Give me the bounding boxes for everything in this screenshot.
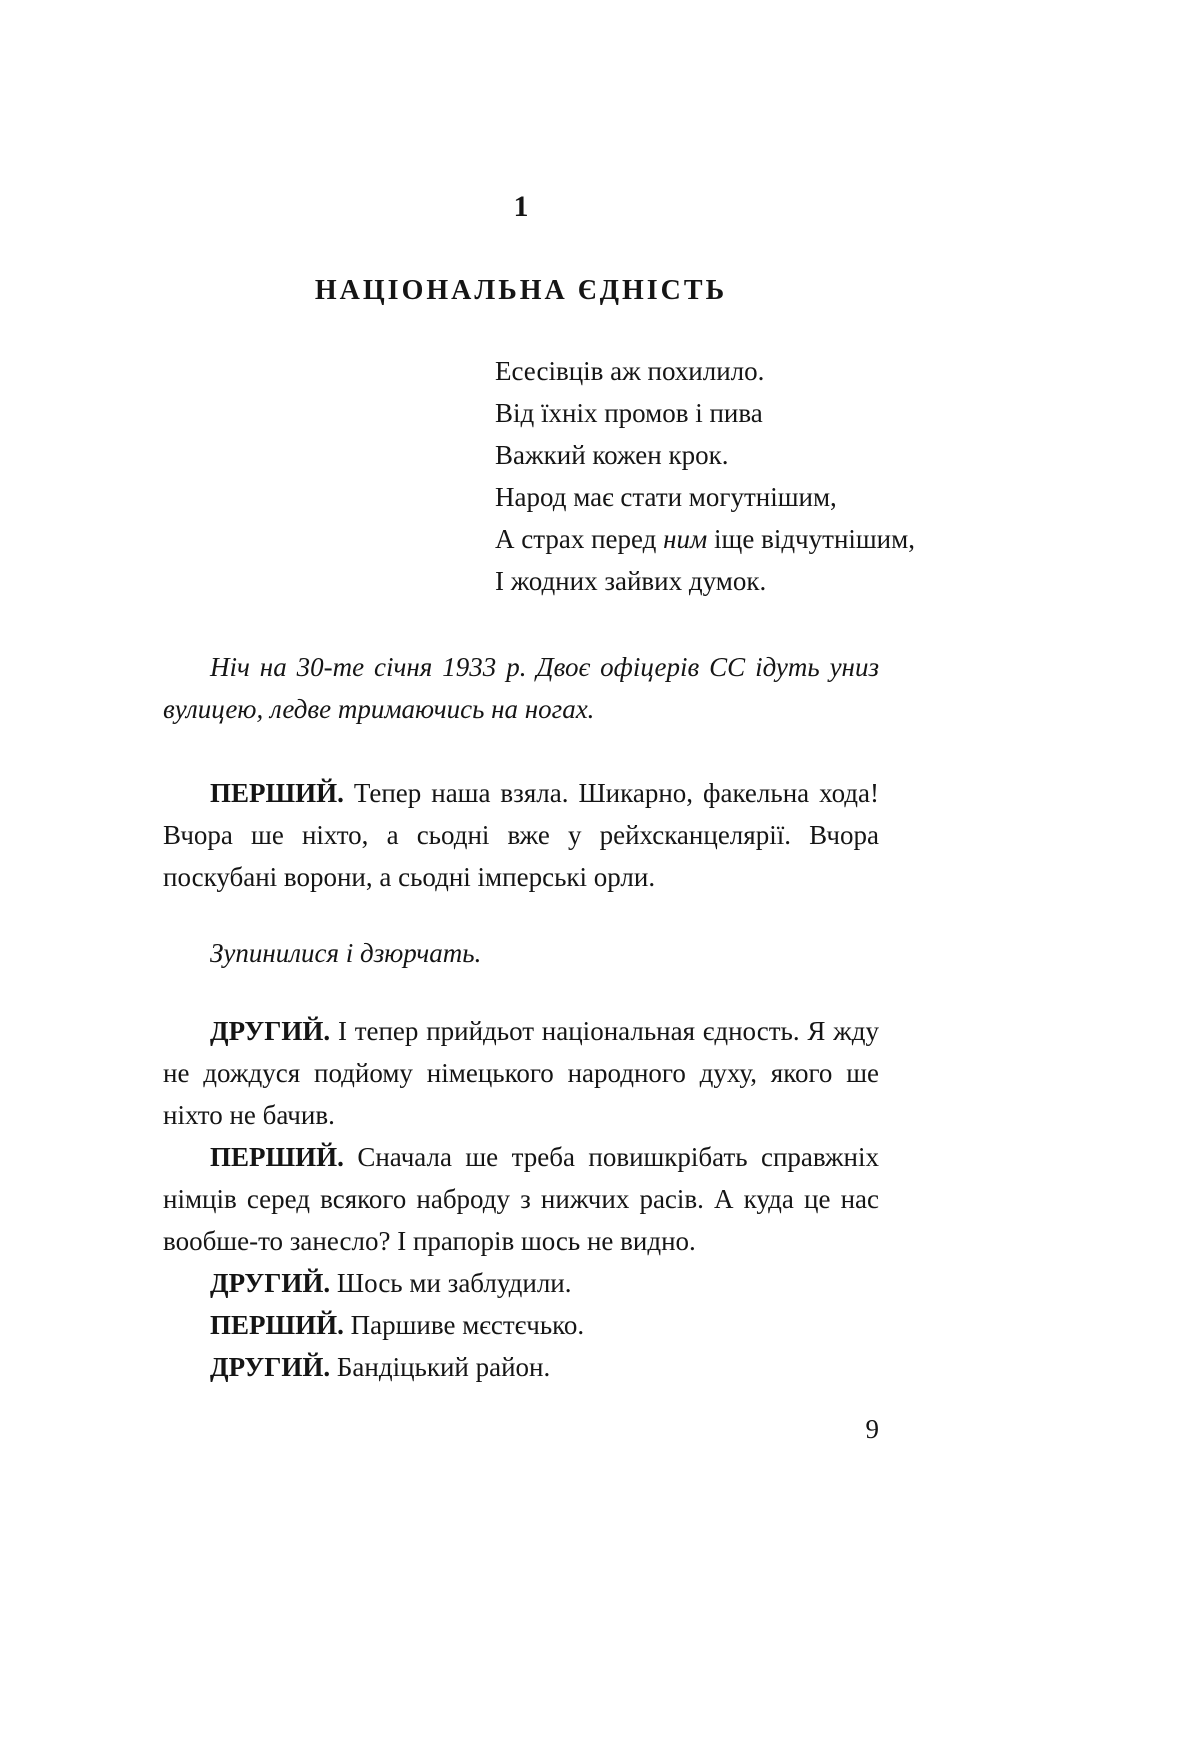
dialogue-text: Паршиве мєстєчько. [350, 1309, 585, 1340]
speaker-name: ДРУГИЙ. [210, 1351, 331, 1382]
page-content [163, 0, 915, 1388]
speaker-name: ПЕРШИЙ. [210, 1309, 344, 1340]
dialogue-paragraph [163, 1136, 879, 1262]
epigraph-segment-italic: ним [663, 523, 708, 554]
epigraph-line: Народ має стати могутнішим, [495, 481, 837, 512]
stage-direction: Зупинилися і дзюрчать. [210, 937, 482, 968]
epigraph-line [495, 518, 915, 560]
speaker-name: ДРУГИЙ. [210, 1015, 331, 1046]
chapter-title: НАЦІОНАЛЬНА ЄДНІСТЬ [314, 275, 728, 306]
dialogue-paragraph [163, 1304, 879, 1346]
dialogue-paragraph [163, 772, 879, 898]
speaker-name: ПЕРШИЙ. [210, 777, 344, 808]
dialogue-text: Шось ми заблудили. [336, 1267, 572, 1298]
dialogue-text: Сначала ше треба повишкрібать справжніх німців серед всякого наброду з нижчих расів. А куда це нас вообше-то занесло? І прапорів шось не видно. [163, 1141, 879, 1256]
dialogue-text: І тепер прийдьот національная єдность. Я жду не дождуся подйому німецького народного духу, якого ше ніхто не бачив. [163, 1015, 880, 1130]
dialogue-text: Тепер наша взяла. Шикарно, факельна хода! Вчора ше ніхто, а сьодні вже у рейхсканцелярії. Вчора поскубані ворони, а сьодні імперські орли. [163, 777, 880, 892]
epigraph-line: Есесівців аж похилило. [495, 355, 765, 386]
dialogue-paragraph [163, 1010, 879, 1136]
chapter-number: 1 [513, 190, 529, 223]
speaker-name: ДРУГИЙ. [210, 1267, 331, 1298]
epigraph [495, 350, 915, 602]
dialogue-paragraph [163, 1346, 879, 1388]
epigraph-line: Важкий кожен крок. [495, 439, 729, 470]
dialogue-text: Бандіцький район. [336, 1351, 551, 1382]
speaker-name: ПЕРШИЙ. [210, 1141, 344, 1172]
page-number: 9 [865, 1414, 879, 1444]
epigraph-segment: А страх перед [495, 523, 657, 554]
stage-direction: Ніч на 30-те січня 1933 р. Двоє офіцерів СС ідуть униз вулицею, ледве тримаючись на ногах. [163, 651, 879, 724]
epigraph-line: І жодних зайвих думок. [495, 565, 767, 596]
dialogue-paragraph [163, 1262, 879, 1304]
epigraph-segment: іще відчутнішим, [714, 523, 915, 554]
epigraph-line: Від їхніх промов і пива [495, 397, 763, 428]
